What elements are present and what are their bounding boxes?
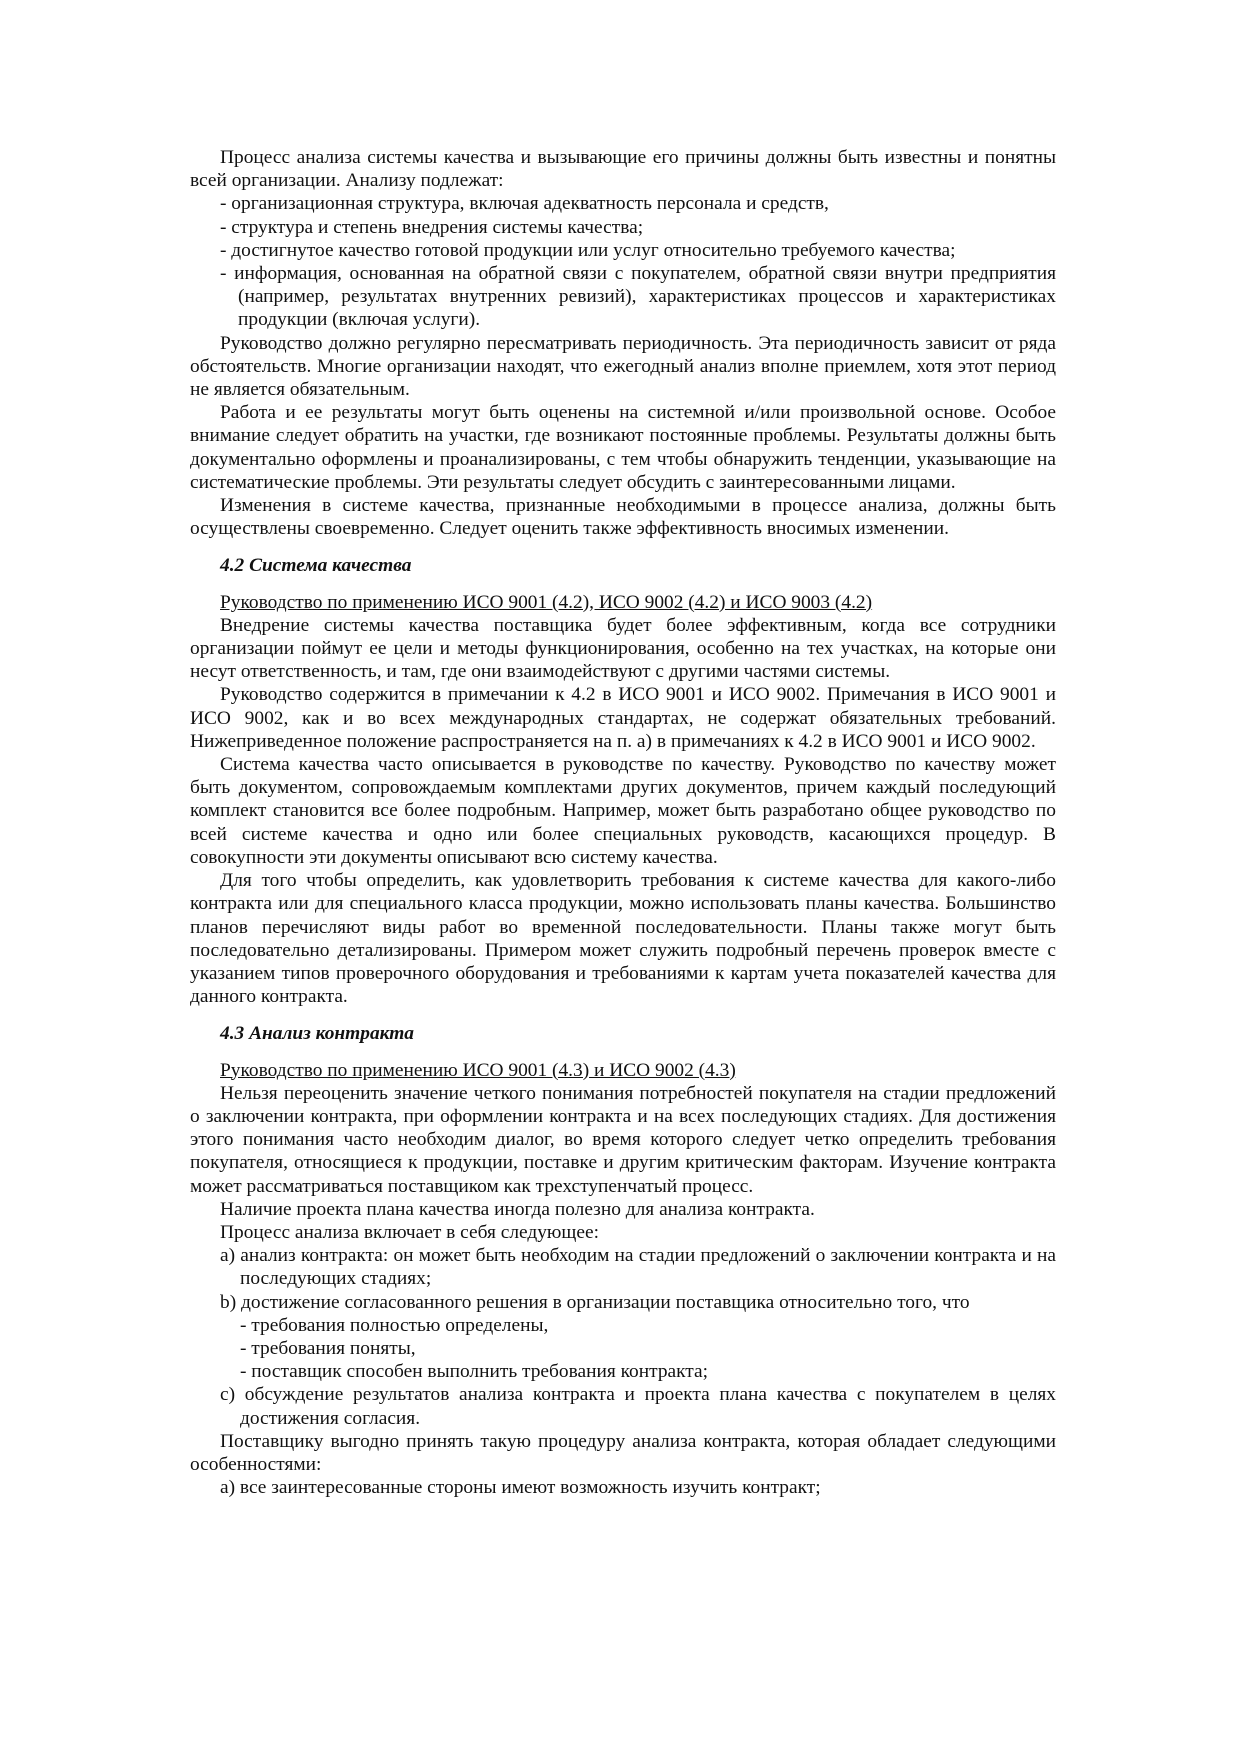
sub-list-item: - поставщик способен выполнить требования контракта;: [240, 1361, 709, 1383]
document-page: [190, 146, 1056, 1499]
paragraph: Процесс анализа включает в себя следующее:: [220, 1221, 599, 1243]
list-item: - организационная структура, включая адекватность персонала и средств,: [220, 193, 829, 215]
list-item: b) достижение согласованного решения в организации поставщика относительно того, что: [220, 1291, 970, 1313]
section-heading: 4.2 Система качества: [220, 555, 412, 577]
sub-list-item: - требования поняты,: [240, 1337, 416, 1359]
paragraph: Процесс анализа системы качества и вызывающие его причины должны быть известны и понятны всей организации. Анализу подлежат:: [190, 147, 1056, 192]
paragraph: Наличие проекта плана качества иногда полезно для анализа контракта.: [220, 1198, 815, 1220]
list-item: - достигнутое качество готовой продукции или услуг относительно требуемого качества;: [220, 239, 956, 261]
list-item: - структура и степень внедрения системы качества;: [220, 216, 644, 238]
list-item: с) обсуждение результатов анализа контракта и проекта плана качества с покупателем в целях достижения согласия.: [220, 1384, 1056, 1429]
paragraph: Для того чтобы определить, как удовлетворить требования к системе качества для какого-либо контракта или для специального класса продукции, можно использовать планы качества. Большинство планов перечисляют виды работ во временной последовательности. Планы также могут быть последовательно детализированы. Примером может служить подробный перечень проверок вместе с указанием типов проверочного оборудования и требованиями к картам учета показателей качества для данного контракта.: [190, 870, 1056, 1008]
paragraph: Работа и ее результаты могут быть оценены на системной и/или произвольной основе. Особое внимание следует обратить на участки, где возникают постоянные проблемы. Результаты должны быть документально оформлены и проанализированы, с тем чтобы обнаружить тенденции, указывающие на систематические проблемы. Эти результаты следует обсудить с заинтересованными лицами.: [190, 402, 1056, 493]
paragraph: Нельзя переоценить значение четкого понимания потребностей покупателя на стадии предложений о заключении контракта, при оформлении контракта и на всех последующих стадиях. Для достижения этого понимания часто необходим диалог, во время которого следует четко определить требования покупателя, относящиеся к продукции, поставке и другим критическим факторам. Изучение контракта может рассматриваться поставщиком как трехступенчатый процесс.: [190, 1082, 1056, 1197]
list-item: а) анализ контракта: он может быть необходим на стадии предложений о заключении контракта и на последующих стадиях;: [220, 1245, 1056, 1290]
paragraph: Поставщику выгодно принять такую процедуру анализа контракта, которая обладает следующими особенностями:: [190, 1430, 1056, 1475]
guide-reference: Руководство по применению ИСО 9001 (4.2), ИСО 9002 (4.2) и ИСО 9003 (4.2): [220, 591, 873, 613]
paragraph: Внедрение системы качества поставщика будет более эффективным, когда все сотрудники организации поймут ее цели и методы функционирования, особенно на тех участках, на которые они несут ответственность, и там, где они взаимодействуют с другими частями системы.: [190, 614, 1056, 683]
guide-reference: Руководство по применению ИСО 9001 (4.3) и ИСО 9002 (4.3): [220, 1059, 736, 1081]
paragraph: Руководство должно регулярно пересматривать периодичность. Эта периодичность зависит от ряда обстоятельств. Многие организации находят, что ежегодный анализ вполне приемлем, хотя этот период не является обязательным.: [190, 332, 1056, 401]
list-item: а) все заинтересованные стороны имеют возможность изучить контракт;: [220, 1477, 821, 1499]
list-item: - информация, основанная на обратной связи с покупателем, обратной связи внутри предприятия (например, результатах внутренних ревизий), характеристиках процессов и характеристиках продукции (включая услуги).: [220, 263, 1056, 331]
paragraph: Система качества часто описывается в руководстве по качеству. Руководство по качеству может быть документом, сопровождаемым комплектами других документов, причем каждый последующий комплект становится все более подробным. Например, может быть разработано общее руководство по всей системе качества и одно или более специальных руководств, касающихся процедур. В совокупности эти документы описывают всю систему качества.: [190, 754, 1056, 868]
sub-list-item: - требования полностью определены,: [240, 1314, 549, 1336]
paragraph: Изменения в системе качества, признанные необходимыми в процессе анализа, должны быть осуществлены своевременно. Следует оценить также эффективность вносимых изменении.: [190, 495, 1056, 540]
section-heading: 4.3 Анализ контракта: [220, 1023, 415, 1045]
paragraph: Руководство содержится в примечании к 4.2 в ИСО 9001 и ИСО 9002. Примечания в ИСО 9001 и ИСО 9002, как и во всех международных стандартах, не содержат обязательных требований. Нижеприведенное положение распространяется на п. а) в примечаниях к 4.2 в ИСО 9001 и ИСО 9002.: [190, 684, 1056, 752]
